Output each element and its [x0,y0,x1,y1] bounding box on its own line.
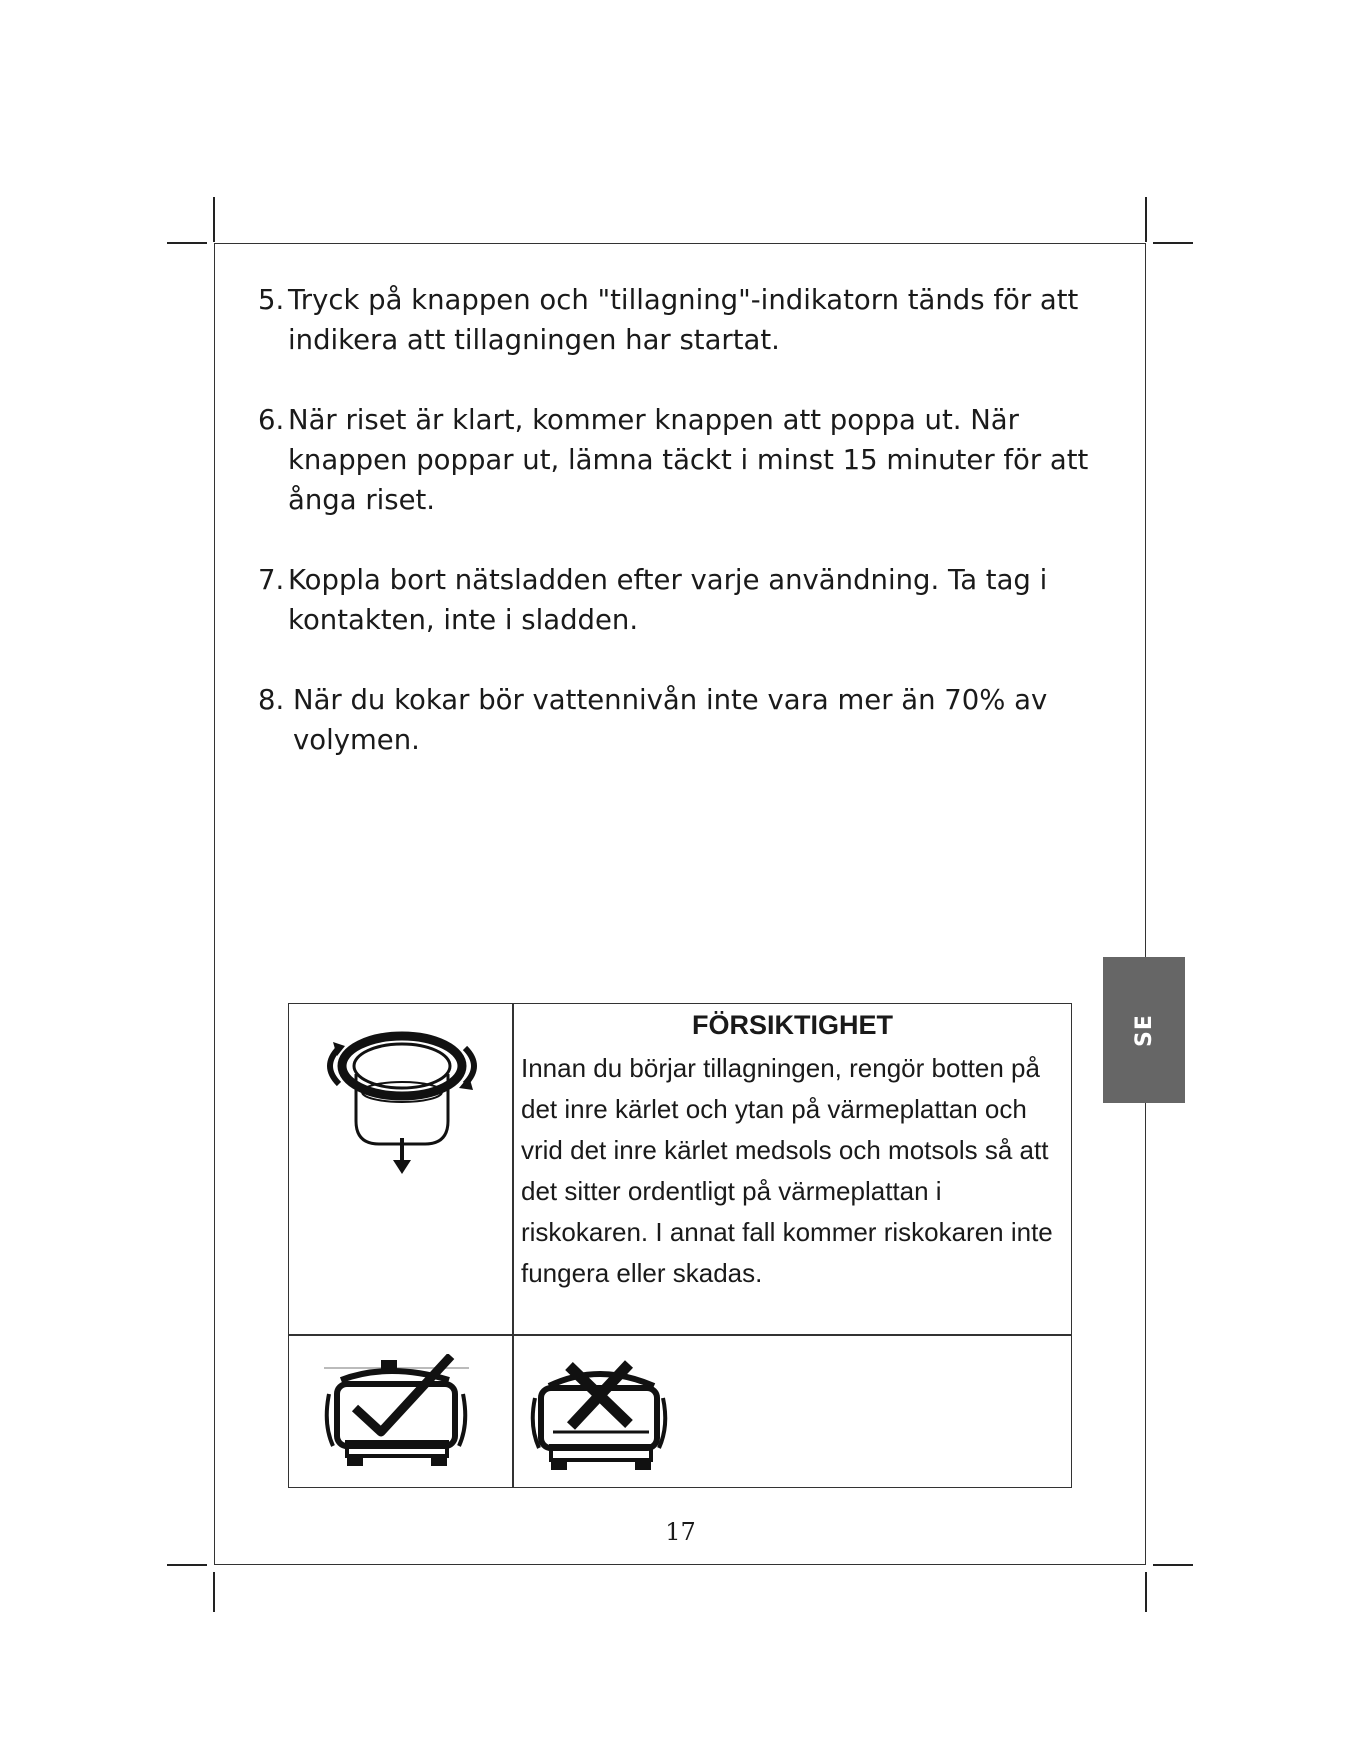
caution-title: FÖRSIKTIGHET [692,1010,893,1040]
instruction-step-6 [258,400,1098,520]
table-divider [512,1004,514,1487]
page-number: 17 [665,1518,696,1546]
crop-mark [1153,242,1193,244]
step-text: När du kokar bör vattennivån inte vara mer än 70% av volymen. [293,684,1048,756]
instruction-step-8 [258,680,1098,760]
step-text: När riset är klart, kommer knappen att poppa ut. När knappen poppar ut, lämna täckt i minst 15 minuter för att ånga riset. [288,404,1089,516]
instruction-step-5 [258,280,1098,360]
step-number: 6. [258,404,285,436]
crop-mark [1153,1564,1193,1566]
step-text: Koppla bort nätsladden efter varje användning. Ta tag i kontakten, inte i sladden. [288,564,1048,636]
step-number: 7. [258,564,285,596]
rice-cooker-wrong-icon [529,1354,679,1474]
language-tab [1103,957,1185,1103]
step-number: 5. [258,284,285,316]
language-label: SE [1131,1013,1157,1047]
instruction-step-7 [258,560,1098,640]
step-number: 8. [258,684,285,716]
crop-mark [213,1572,215,1612]
instruction-list [258,280,1098,800]
step-text: Tryck på knappen och "tillagning"-indikatorn tänds för att indikera att tillagningen har startat. [288,284,1079,356]
caution-text: Innan du börjar tillagningen, rengör botten på det inre kärlet och ytan på värmeplattan och vrid det inre kärlet medsols och motsols så att det sitter ordentligt på värmeplattan i riskokaren. I annat fall kommer riskokaren inte fungera eller skadas. [521,1053,1053,1288]
caution-table [288,1003,1072,1488]
crop-mark [167,1564,207,1566]
rice-cooker-correct-icon [319,1354,479,1474]
crop-mark [213,197,215,242]
table-divider [289,1334,1071,1336]
inner-pot-rotate-icon [319,1026,485,1178]
crop-mark [167,242,207,244]
crop-mark [1145,1572,1147,1612]
crop-mark [1145,197,1147,242]
